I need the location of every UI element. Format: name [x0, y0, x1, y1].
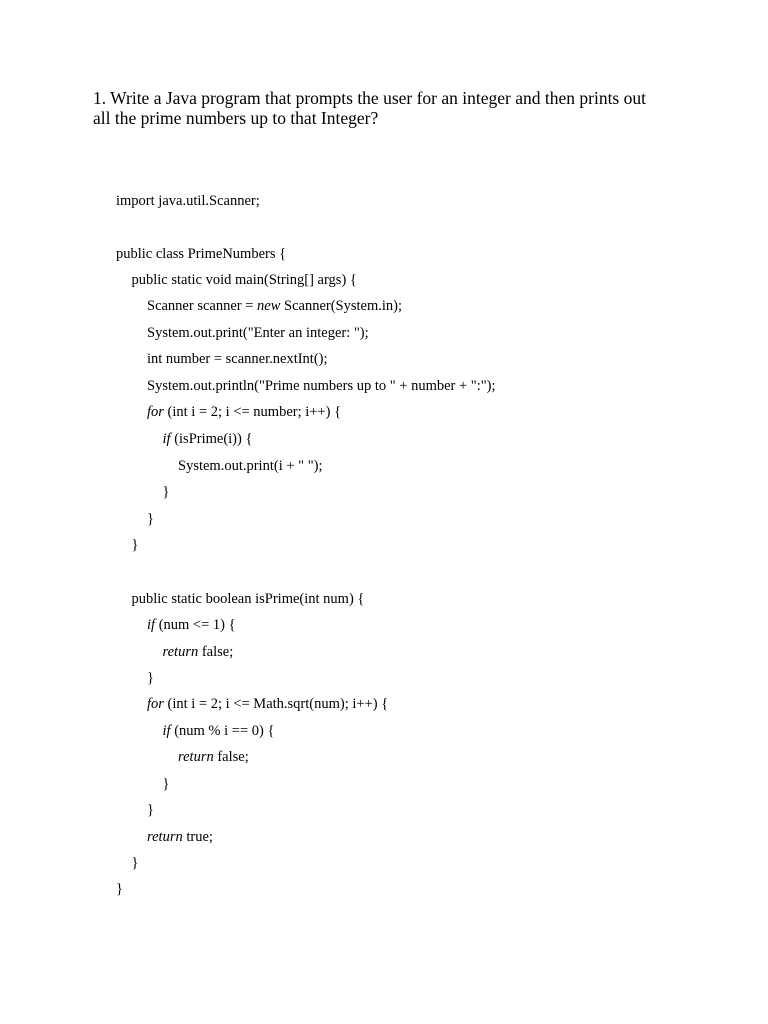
code-line [147, 297, 402, 315]
code-line [163, 430, 253, 448]
code-line [147, 324, 369, 342]
code-text: Scanner(System.in); [280, 298, 403, 314]
code-line [132, 271, 357, 289]
code-line [132, 854, 139, 872]
code-line [178, 748, 249, 766]
code-text: public class PrimeNumbers { [116, 246, 287, 262]
code-text: } [147, 802, 154, 818]
code-line [147, 669, 154, 687]
code-text: System.out.print(i + " "); [178, 458, 323, 474]
code-text: (num <= 1) { [155, 617, 236, 633]
code-keyword: new [257, 298, 281, 314]
code-line [163, 775, 170, 793]
code-line [147, 695, 388, 713]
code-text: int number = scanner.nextInt(); [147, 351, 328, 367]
code-keyword: if [162, 431, 171, 447]
code-line [132, 536, 139, 554]
question-line-2: all the prime numbers up to that Integer? [93, 108, 379, 128]
code-line [132, 590, 365, 608]
code-text: } [162, 776, 170, 792]
code-line [178, 457, 322, 475]
code-line [147, 828, 213, 846]
code-text: System.out.print("Enter an integer: "); [147, 325, 369, 341]
code-keyword: for [147, 404, 164, 420]
code-line [163, 722, 275, 740]
code-text: public static void main(String[] args) { [131, 272, 357, 288]
code-keyword: if [162, 723, 171, 739]
code-text: } [147, 670, 154, 686]
code-line [116, 192, 260, 210]
code-line [116, 880, 123, 898]
code-text: } [131, 855, 139, 871]
code-line [116, 245, 286, 263]
code-text: true; [182, 829, 213, 845]
code-keyword: if [147, 617, 156, 633]
code-text: } [116, 881, 123, 897]
code-line [147, 616, 236, 634]
code-text: System.out.println("Prime numbers up to " + number + ":"); [147, 378, 496, 394]
code-text: } [147, 511, 154, 527]
code-keyword: return [147, 829, 183, 845]
code-text: Scanner scanner = [147, 298, 258, 314]
code-keyword: for [147, 696, 164, 712]
code-text: } [162, 484, 170, 500]
question-line-1: 1. Write a Java program that prompts the user for an integer and then prints out [93, 88, 646, 108]
code-keyword: return [162, 644, 199, 660]
code-line [163, 643, 234, 661]
code-line [147, 377, 496, 395]
code-line [163, 483, 170, 501]
code-text: (int i = 2; i <= Math.sqrt(num); i++) { [163, 696, 389, 712]
code-line [147, 403, 341, 421]
code-line [147, 801, 154, 819]
code-text: false; [198, 644, 234, 660]
code-line [147, 510, 154, 528]
code-text: (int i = 2; i <= number; i++) { [163, 404, 342, 420]
code-text: } [131, 537, 139, 553]
code-text: (num % i == 0) { [170, 723, 275, 739]
code-text: public static boolean isPrime(int num) { [131, 591, 365, 607]
code-text: (isPrime(i)) { [170, 431, 253, 447]
code-text: false; [213, 749, 249, 765]
code-line [147, 350, 328, 368]
code-keyword: return [178, 749, 214, 765]
code-text: import java.util.Scanner; [116, 193, 260, 209]
